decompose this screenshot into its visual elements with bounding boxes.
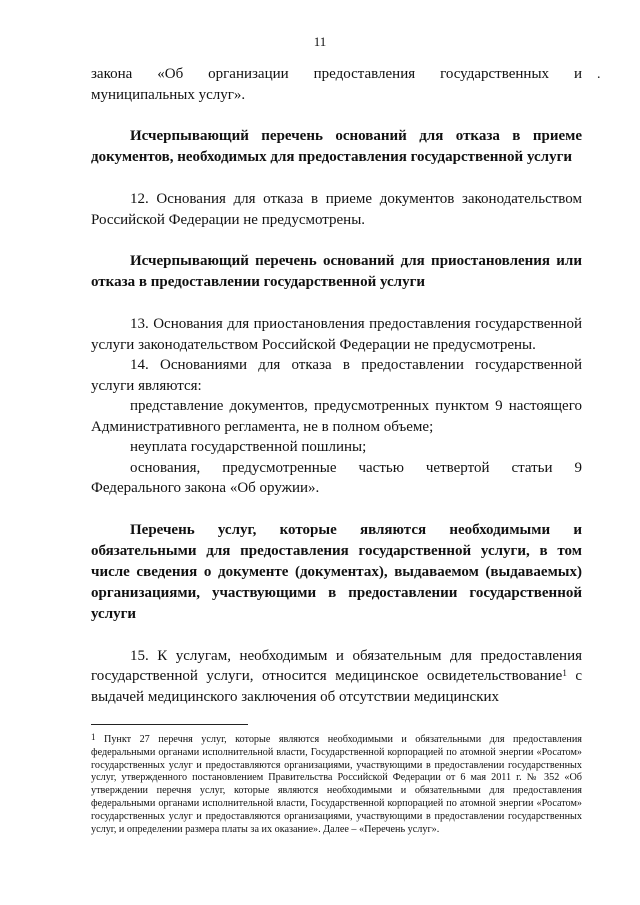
paragraph-law-reference: закона «Об организации предоставления государственных и муниципальных услуг». xyxy=(91,66,582,103)
paragraph-12: 12. Основания для отказа в приеме документов законодательством Российской Федерации не предусмотрены. xyxy=(91,191,582,228)
paragraph-15-end: с выдачей медицинского заключения об отсутствии медицинских xyxy=(91,668,582,705)
paragraph-14: 14. Основаниями для отказа в предоставлении государственной услуги являются: xyxy=(91,357,582,394)
document-body xyxy=(91,64,582,707)
footnote-text: Пункт 27 перечня услуг, которые являются необходимыми и обязательными для предоставления федеральными органами исполнительной власти, Государственной корпорацией по атомной энергии «Росатом» государственных услуг и предоставляются организациями, участвующими в предоставлении государственных услуг, утвержденного постановлением Правительства Российской Федерации от 6 мая 2011 г. № 352 «Об утверждении перечня услуг, которые являются необходимыми и обязательными для предоставления федеральными органами исполнительной власти, Государственной корпорацией по атомной энергии «Росатом» государственных услуг и предоставляются организациями, участвующими в предоставлении государственных услуг, и определении размера платы за их оказание». Далее – «Перечень услуг». xyxy=(91,734,582,835)
footnote-reference: 1 xyxy=(562,668,567,678)
paragraph-15 xyxy=(91,646,582,708)
paragraph-13: 13. Основания для приостановления предоставления государственной услуги законодательством Российской Федерации не предусмотрены. xyxy=(91,316,582,353)
stray-mark: . xyxy=(597,67,601,82)
heading-suspension-refusal: Исчерпывающий перечень оснований для приостановления или отказа в предоставлении государственной услуги xyxy=(91,253,582,290)
paragraph-14-item-law: основания, предусмотренные частью четвертой статьи 9 Федерального закона «Об оружии». xyxy=(91,459,582,496)
heading-refusal-acceptance: Исчерпывающий перечень оснований для отказа в приеме документов, необходимых для предоставления государственной услуги xyxy=(91,128,582,165)
footnote-separator xyxy=(91,724,248,725)
paragraph-15-start: 15. К услугам, необходимым и обязательным для предоставления государственной услуги, относится медицинское освидетельствование xyxy=(91,647,582,684)
footnote xyxy=(91,734,582,836)
footnote-marker: 1 xyxy=(91,732,96,742)
paragraph-14-item-documents: представление документов, предусмотренных пунктом 9 настоящего Административного регламента, не в полном объеме; xyxy=(91,398,582,435)
paragraph-14-item-fee: неуплата государственной пошлины; xyxy=(130,439,367,455)
heading-required-services: Перечень услуг, которые являются необходимыми и обязательными для предоставления государственной услуги, в том числе сведения о документе (документах), выдаваемом (выдаваемых) организациями, участвующими в предоставлении государственной услуги xyxy=(91,521,582,622)
page-number: 11 xyxy=(313,34,327,49)
